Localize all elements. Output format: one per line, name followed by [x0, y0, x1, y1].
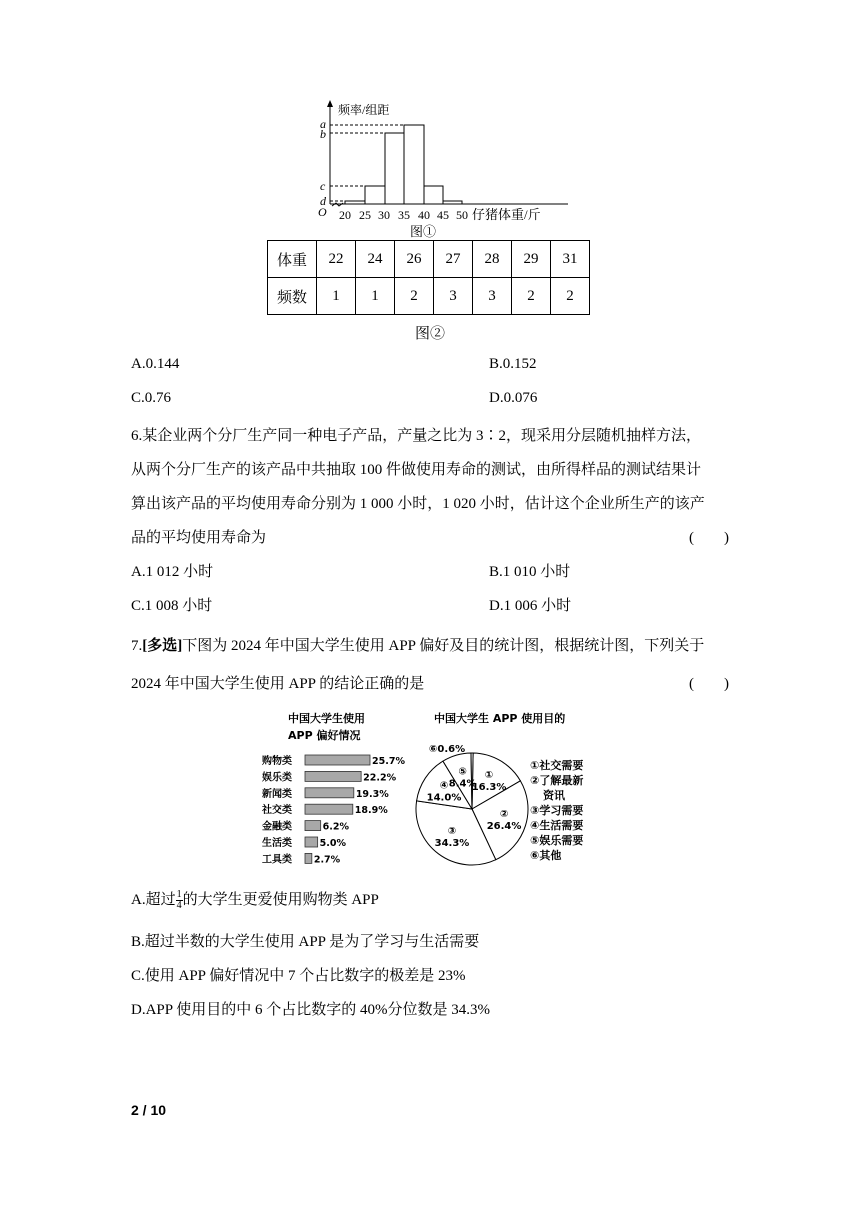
y-tick-d: d	[320, 194, 326, 208]
legend-item-4: ④生活需要	[530, 819, 584, 832]
q5-option-c: C.0.76	[131, 390, 172, 406]
bar	[305, 853, 312, 863]
bar	[305, 821, 321, 831]
bar-category-label: 生活类	[262, 838, 292, 849]
legend-item-6: ⑥其他	[530, 849, 562, 862]
x-tick-40: 40	[418, 208, 430, 222]
bar-value-label: 25.7%	[372, 756, 405, 767]
x-tick-45: 45	[437, 208, 449, 222]
y-tick-c: c	[320, 179, 326, 193]
table-cell: 2	[551, 278, 590, 315]
x-tick-30: 30	[378, 208, 390, 222]
fraction-one-quarter	[176, 890, 183, 911]
table-row-header-count: 频数	[268, 278, 317, 315]
pie-slice-value: 8.4%	[448, 778, 477, 790]
pie-slice-value: 26.4%	[486, 821, 522, 833]
q6-option-a: A.1 012 小时	[131, 564, 214, 580]
table-cell: 3	[473, 278, 512, 315]
q7-option-b: B.超过半数的大学生使用 APP 是为了学习与生活需要	[131, 934, 480, 950]
frequency-table	[267, 240, 590, 315]
q5-option-b: B.0.152	[489, 356, 537, 372]
bar-value-label: 18.9%	[354, 805, 388, 817]
bar	[305, 755, 370, 765]
q7-line-1	[131, 634, 704, 655]
table-row-header-weight: 体重	[268, 241, 317, 278]
origin-label: O	[318, 205, 327, 219]
q7-option-a-post: 的大学生更爱使用购物类 APP	[182, 892, 379, 908]
bar-category-label: 购物类	[262, 756, 292, 767]
bar-category-label: 娱乐类	[262, 772, 292, 784]
bar-category-label: 金融类	[262, 821, 292, 833]
histogram-bar-20-25	[345, 201, 365, 204]
pie-slice-value: 14.0%	[426, 792, 462, 804]
x-tick-20: 20	[339, 208, 351, 222]
table-cell: 31	[551, 241, 590, 278]
bar-chart-title-1: 中国大学生使用	[288, 712, 365, 725]
q6-line-4: 品的平均使用寿命为	[131, 530, 267, 546]
q6-option-c: C.1 008 小时	[131, 598, 213, 614]
q7-option-a	[131, 888, 379, 911]
y-tick-a: a	[320, 117, 326, 131]
table-cell: 3	[434, 278, 473, 315]
legend-item-2b: 资讯	[543, 789, 565, 802]
pie-chart-title: 中国大学生 APP 使用目的	[434, 712, 566, 725]
bar-value-label: 22.2%	[363, 772, 397, 784]
bar-value-label: 19.3%	[355, 788, 389, 800]
bar-category-label: 工具类	[262, 854, 292, 866]
x-tick-50: 50	[456, 208, 468, 222]
bar-category-label: 新闻类	[262, 788, 292, 800]
histogram-bar-35-40	[404, 125, 424, 204]
histogram-bar-30-35	[385, 133, 404, 204]
q7-option-a-pre: A.超过	[131, 892, 176, 908]
q6-option-b: B.1 010 小时	[489, 564, 571, 580]
q6-line-1: 6.某企业两个分厂生产同一种电子产品，产量之比为 3∶2，现采用分层随机抽样方法，	[131, 428, 702, 444]
table-cell: 28	[473, 241, 512, 278]
q6-answer-paren: ( )	[689, 530, 729, 546]
q7-line-2: 2024 年中国大学生使用 APP 的结论正确的是	[131, 676, 425, 692]
bar-value-label: 2.7%	[313, 854, 341, 866]
histogram-bar-40-45	[424, 186, 443, 204]
q5-option-d: D.0.076	[489, 390, 538, 406]
pie-slice-label: ⑤	[458, 766, 467, 778]
q6-line-3: 算出该产品的平均使用寿命分别为 1 000 小时，1 020 小时，估计这个企业所生产的该产	[131, 496, 705, 512]
table-cell: 27	[434, 241, 473, 278]
x-tick-35: 35	[398, 208, 410, 222]
pie-slice-label: ⑥0.6%	[428, 744, 466, 755]
q7-option-c: C.使用 APP 偏好情况中 7 个占比数字的极差是 23%	[131, 968, 466, 984]
fraction-denominator: 4	[176, 900, 182, 912]
q7-line-1-text: 下图为 2024 年中国大学生使用 APP 偏好及目的统计图，根据统计图，下列关于	[182, 638, 705, 654]
q7-multi-tag: [多选]	[142, 638, 183, 654]
q6-line-2: 从两个分厂生产的该产品中共抽取 100 件做使用寿命的测试，由所得样品的测试结果计	[131, 462, 702, 478]
table-cell: 2	[395, 278, 434, 315]
bar	[305, 788, 354, 798]
histogram-bar-45-50	[443, 201, 462, 204]
histogram-caption: 图①	[410, 224, 437, 239]
bar	[305, 837, 318, 847]
histogram-figure	[310, 100, 600, 242]
bar	[305, 804, 353, 814]
table-cell: 1	[317, 278, 356, 315]
q7-option-d: D.APP 使用目的中 6 个占比数字的 40%分位数是 34.3%	[131, 1002, 491, 1018]
legend-item-2: ②了解最新	[530, 774, 584, 787]
bar-chart-title-2: APP 偏好情况	[288, 729, 361, 742]
legend-item-5: ⑤娱乐需要	[530, 834, 584, 847]
table-cell: 22	[317, 241, 356, 278]
fraction-numerator: 1	[176, 889, 182, 901]
q7-number: 7.	[131, 638, 143, 654]
table-row	[268, 278, 590, 315]
table-cell: 29	[512, 241, 551, 278]
legend-item-3: ③学习需要	[530, 804, 584, 817]
table-cell: 2	[512, 278, 551, 315]
pie-slice-label: ④	[439, 780, 449, 792]
table-cell: 24	[356, 241, 395, 278]
page-number: 2 / 10	[131, 1102, 167, 1118]
pie-slice-value: 34.3%	[434, 837, 470, 849]
y-tick-b: b	[320, 127, 326, 141]
table-cell: 1	[356, 278, 395, 315]
x-tick-25: 25	[359, 208, 371, 222]
x-axis-label: 仔猪体重/斤	[472, 207, 541, 222]
pie-slice-value: 16.3%	[471, 782, 507, 794]
bar	[305, 771, 361, 781]
bar-value-label: 5.0%	[319, 838, 347, 849]
table-row	[268, 241, 590, 278]
pie-slice-label: ③	[447, 825, 457, 837]
app-preference-bar-chart	[258, 706, 408, 870]
pie-slice-label: ②	[499, 809, 509, 821]
table-caption: 图②	[415, 326, 446, 342]
histogram-bar-25-30	[365, 186, 385, 204]
q7-answer-paren: ( )	[689, 676, 729, 692]
y-axis-label: 频率/组距	[338, 103, 390, 117]
q6-option-d: D.1 006 小时	[489, 598, 572, 614]
q5-option-a: A.0.144	[131, 356, 180, 372]
table-cell: 26	[395, 241, 434, 278]
legend-item-1: ①社交需要	[530, 759, 584, 772]
pie-slice-label: ①	[484, 770, 494, 782]
bar-value-label: 6.2%	[322, 821, 350, 833]
bar-category-label: 社交类	[262, 805, 292, 817]
app-purpose-pie-chart	[412, 706, 612, 876]
